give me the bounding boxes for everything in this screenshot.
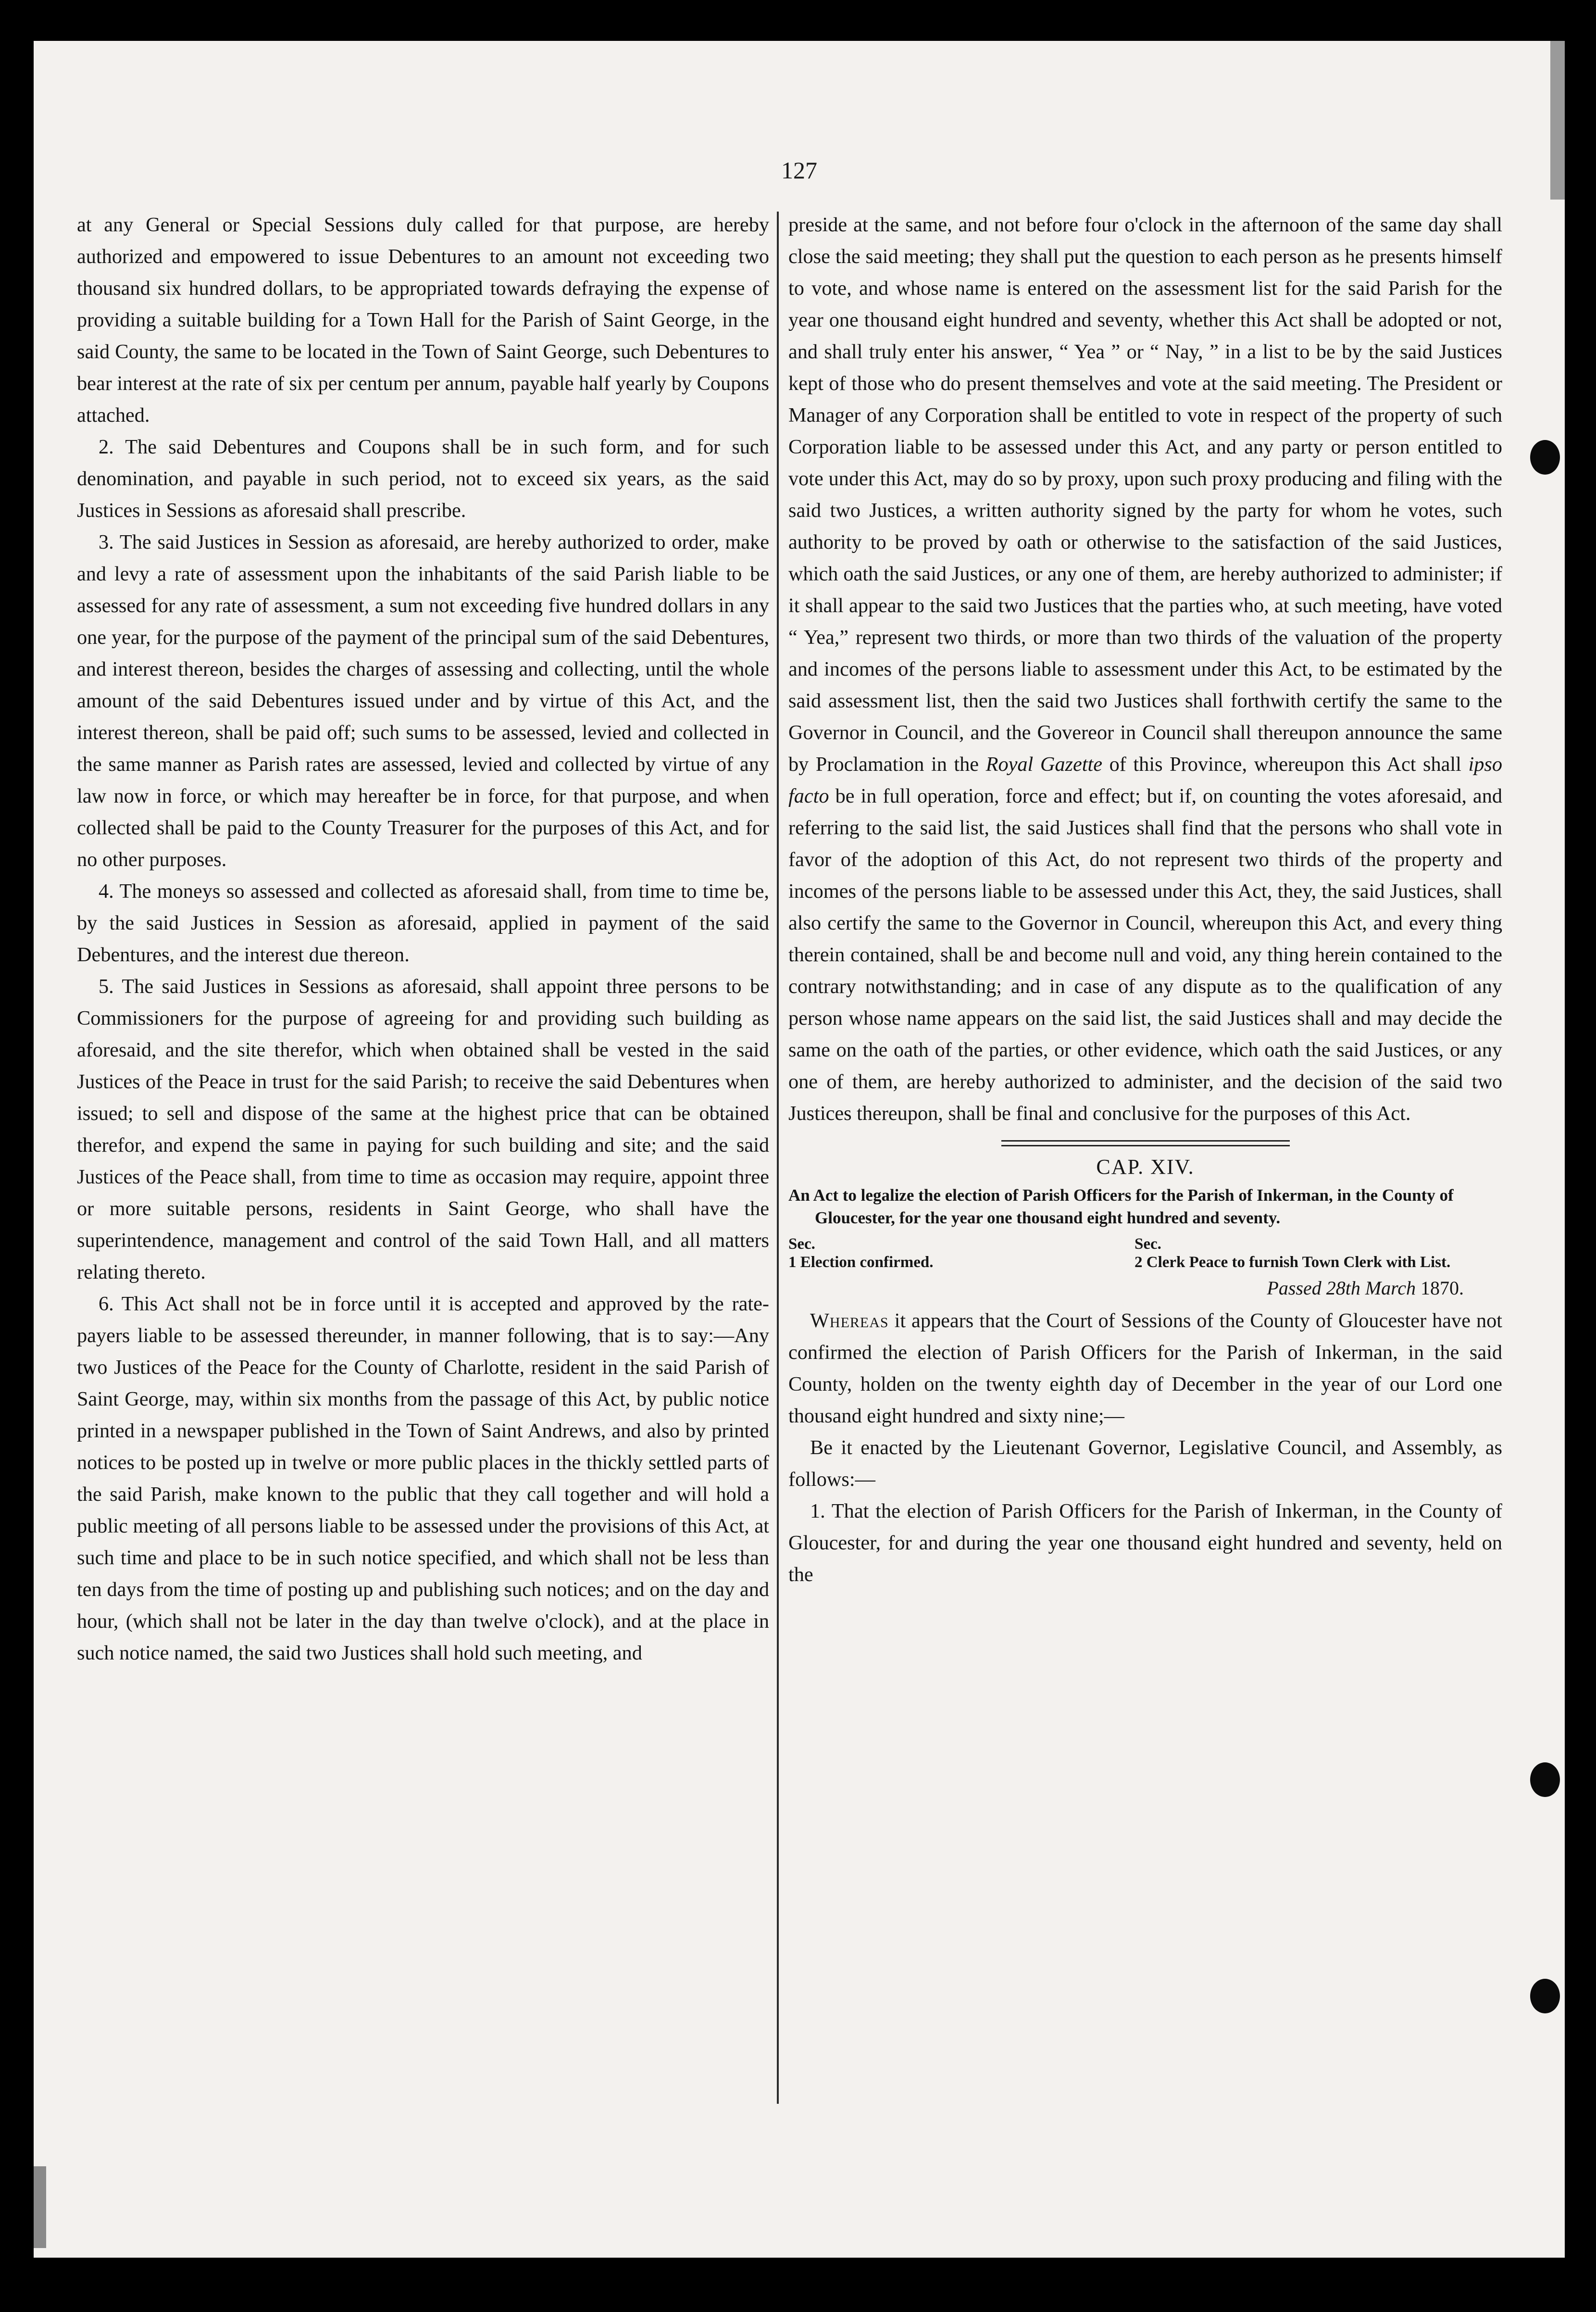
scan-edge-mark <box>34 2166 46 2248</box>
text-run: preside at the same, and not before four o'clock in the afternoon of the same day shall close the said meeting; they shall put the question to each person as he presents himself to vote, and whose name is entered on the assessment list for the said Parish for the year one thousand eight hundred and seventy, whether this Act shall be adopted or not, and shall truly enter his answer, “ Yea ” or “ Nay, ” in a list to be by the said Justices kept of those who do present themselves and vote at the said meeting. The President or Manager of any Corporation shall be entitled to vote in respect of the property of such Corporation liable to be assessed under this Act, and any party or person entitled to vote under this Act, may do so by proxy, upon such proxy producing and filing with the said two Justices, a written authority signed by the party for whom he votes, such authority to be proved by oath or otherwise to the satisfaction of the said Justices, which oath the said Justices, or any one of them, are hereby authorized to administer; if it shall appear to the said two Justices that the parties who, at such meeting, have voted “ Yea,” represent two thirds, or more than two thirds of the valuation of the property and incomes of the persons liable to assessment under this Act, to be estimated by the said assessment list, then the said two Justices shall forthwith certify the same to the Governor in Council, and the Govereor in Council shall thereupon announce the same by Proclamation in the <box>788 214 1502 776</box>
text-run: be in full operation, force and effect; but if, on counting the votes aforesaid, and referring to the said list, the said Justices shall find that the persons who shall vote in favor of the adoption of this Act, do not represent two thirds of the property and incomes of the persons liable to be assessed under this Act, they, the said Justices, shall also certify the same to the Governor in Council, whereupon this Act, and every thing therein contained, shall be and become null and void, any thing herein contained to the contrary notwithstanding; and in case of any dispute as to the qualification of any person whose name appears on the said list, the said Justices shall and may decide the same on the oath of the parties, or other evidence, which oath the said Justices, or any one of them, are hereby authorized to administer, and the decision of the said two Justices thereupon, shall be final and conclusive for the purposes of this Act. <box>788 785 1502 1125</box>
enacting-clause: Be it enacted by the Lieutenant Governor, Legislative Council, and Assembly, as follows:— <box>788 1436 1502 1491</box>
binding-hole <box>1530 1762 1560 1797</box>
passed-year: 1870. <box>1421 1277 1464 1299</box>
paragraph-section-3: 3. The said Justices in Session as aforesaid, are hereby authorized to order, make and levy a rate of assessment upon the inhabitants of the said Parish liable to be assessed for any rate of assessment, a sum not exceeding five hundred dollars in any one year, for the purpose of the payment of the principal sum of the said Debentures, and interest thereon, besides the charges of assessing and collecting, until the whole amount of the said Debentures issued under and by virtue of this Act, and the interest thereon, shall be paid off; such sums to be assessed, levied and collected in the same manner as Parish rates are assessed, levied and collected by virtue of any law now in force, or which may hereafter be in force, for that purpose, and when collected shall be paid to the County Treasurer for the purposes of this Act, and for no other purposes. <box>77 531 769 871</box>
column-divider <box>777 212 779 2104</box>
paragraph-section-2: 2. The said Debentures and Coupons shall be in such form, and for such denomination, and payable in such period, not to exceed six years, as the said Justices in Sessions as aforesaid shall prescribe. <box>77 436 769 522</box>
paragraph-section-6: 6. This Act shall not be in force until it is accepted and approved by the rate-payers liable to be assessed thereunder, in manner following, that is to say:—Any two Justices of the Peace for the County of Charlotte, resident in the said Parish of Saint George, may, within six months from the passage of this Act, by public notice printed in a newspaper published in the Town of Saint Andrews, and also by printed notices to be posted up in twelve or more public places in the thickly settled parts of the said Parish, make known to the public that they call together and will hold a public meeting of all persons liable to be assessed under the provisions of this Act, at such time and place to be in such notice specified, and which shall not be less than ten days from the time of posting up and publishing such notices; and on the day and hour, (which shall not be later in the day than twelve o'clock), and at the place in such notice named, the said two Justices shall hold such meeting, and <box>77 1293 769 1664</box>
text-run: of this Province, whereupon this Act shall <box>1109 753 1461 776</box>
whereas-paragraph <box>788 1305 1502 1432</box>
italic-term: ipso facto <box>788 753 1502 807</box>
paragraph-section-1: 1. That the election of Parish Officers for the Parish of Inkerman, in the County of Gloucester, for and during the year one thousand eight hundred and seventy, held on the <box>788 1500 1502 1586</box>
paragraph-continued <box>788 209 1502 1130</box>
act-title: An Act to legalize the election of Parish Officers for the Parish of Inkerman, in the County of Gloucester, for the year one thousand eight hundred and seventy. <box>788 1186 1454 1227</box>
sec-label: Sec. <box>1135 1235 1161 1253</box>
paragraph: at any General or Special Sessions duly called for that purpose, are hereby authorized and empowered to issue Debentures to an amount not exceeding two thousand six hundred dollars, to be appropriated towards defraying the expense of providing a suitable building for a Town Hall for the Parish of Saint George, in the said County, the same to be located in the Town of Saint George, such Debentures to bear interest at the rate of six per centum per annum, payable half yearly by Coupons attached. <box>77 214 769 427</box>
sec-label: Sec. <box>788 1235 815 1253</box>
italic-title: Royal Gazette <box>985 753 1103 776</box>
sec-item: 2 Clerk Peace to furnish Town Clerk with List. <box>1135 1254 1451 1271</box>
chapter-title: CAP. XIV. <box>1096 1155 1195 1179</box>
double-rule <box>1001 1140 1290 1146</box>
sec-item: 1 Election confirmed. <box>788 1254 934 1271</box>
whereas-word: Whereas <box>810 1309 889 1332</box>
passed-date <box>788 1271 1502 1305</box>
right-column <box>788 209 1502 2200</box>
passed-label: Passed 28th March <box>1267 1277 1416 1299</box>
binding-hole <box>1530 440 1560 475</box>
section-summary-right <box>1135 1235 1502 1271</box>
document-page <box>34 41 1565 2258</box>
paragraph-section-5: 5. The said Justices in Sessions as aforesaid, shall appoint three persons to be Commissioners for the purpose of agreeing for and providing such building as aforesaid, and the site therefor, which when obtained shall be vested in the said Justices of the Peace in trust for the said Parish; to receive the said Debentures when issued; to sell and dispose of the same at the highest price that can be obtained therefor, and expend the same in paying for such building and site; and the said Justices of the Peace shall, from time to time as occasion may require, appoint three or more suitable persons, residents in Saint George, who shall have the superintendence, management and control of the said Town Hall, and all matters relating thereto. <box>77 975 769 1283</box>
text-run: it appears that the Court of Sessions of the County of Gloucester have not confirmed the election of Parish Officers for the Parish of Inkerman, in the said County, holden on the twenty eighth day of December in the year of our Lord one thousand eight hundred and sixty nine;— <box>788 1309 1502 1427</box>
paragraph-section-4: 4. The moneys so assessed and collected as aforesaid shall, from time to time be, by the said Justices in Session as aforesaid, applied in payment of the said Debentures, and the interest due thereon. <box>77 880 769 966</box>
section-summary <box>788 1235 1502 1271</box>
section-summary-left <box>788 1235 1135 1271</box>
binding-hole <box>1530 1979 1560 2013</box>
left-column <box>77 209 769 2200</box>
page-number: 127 <box>781 157 817 184</box>
